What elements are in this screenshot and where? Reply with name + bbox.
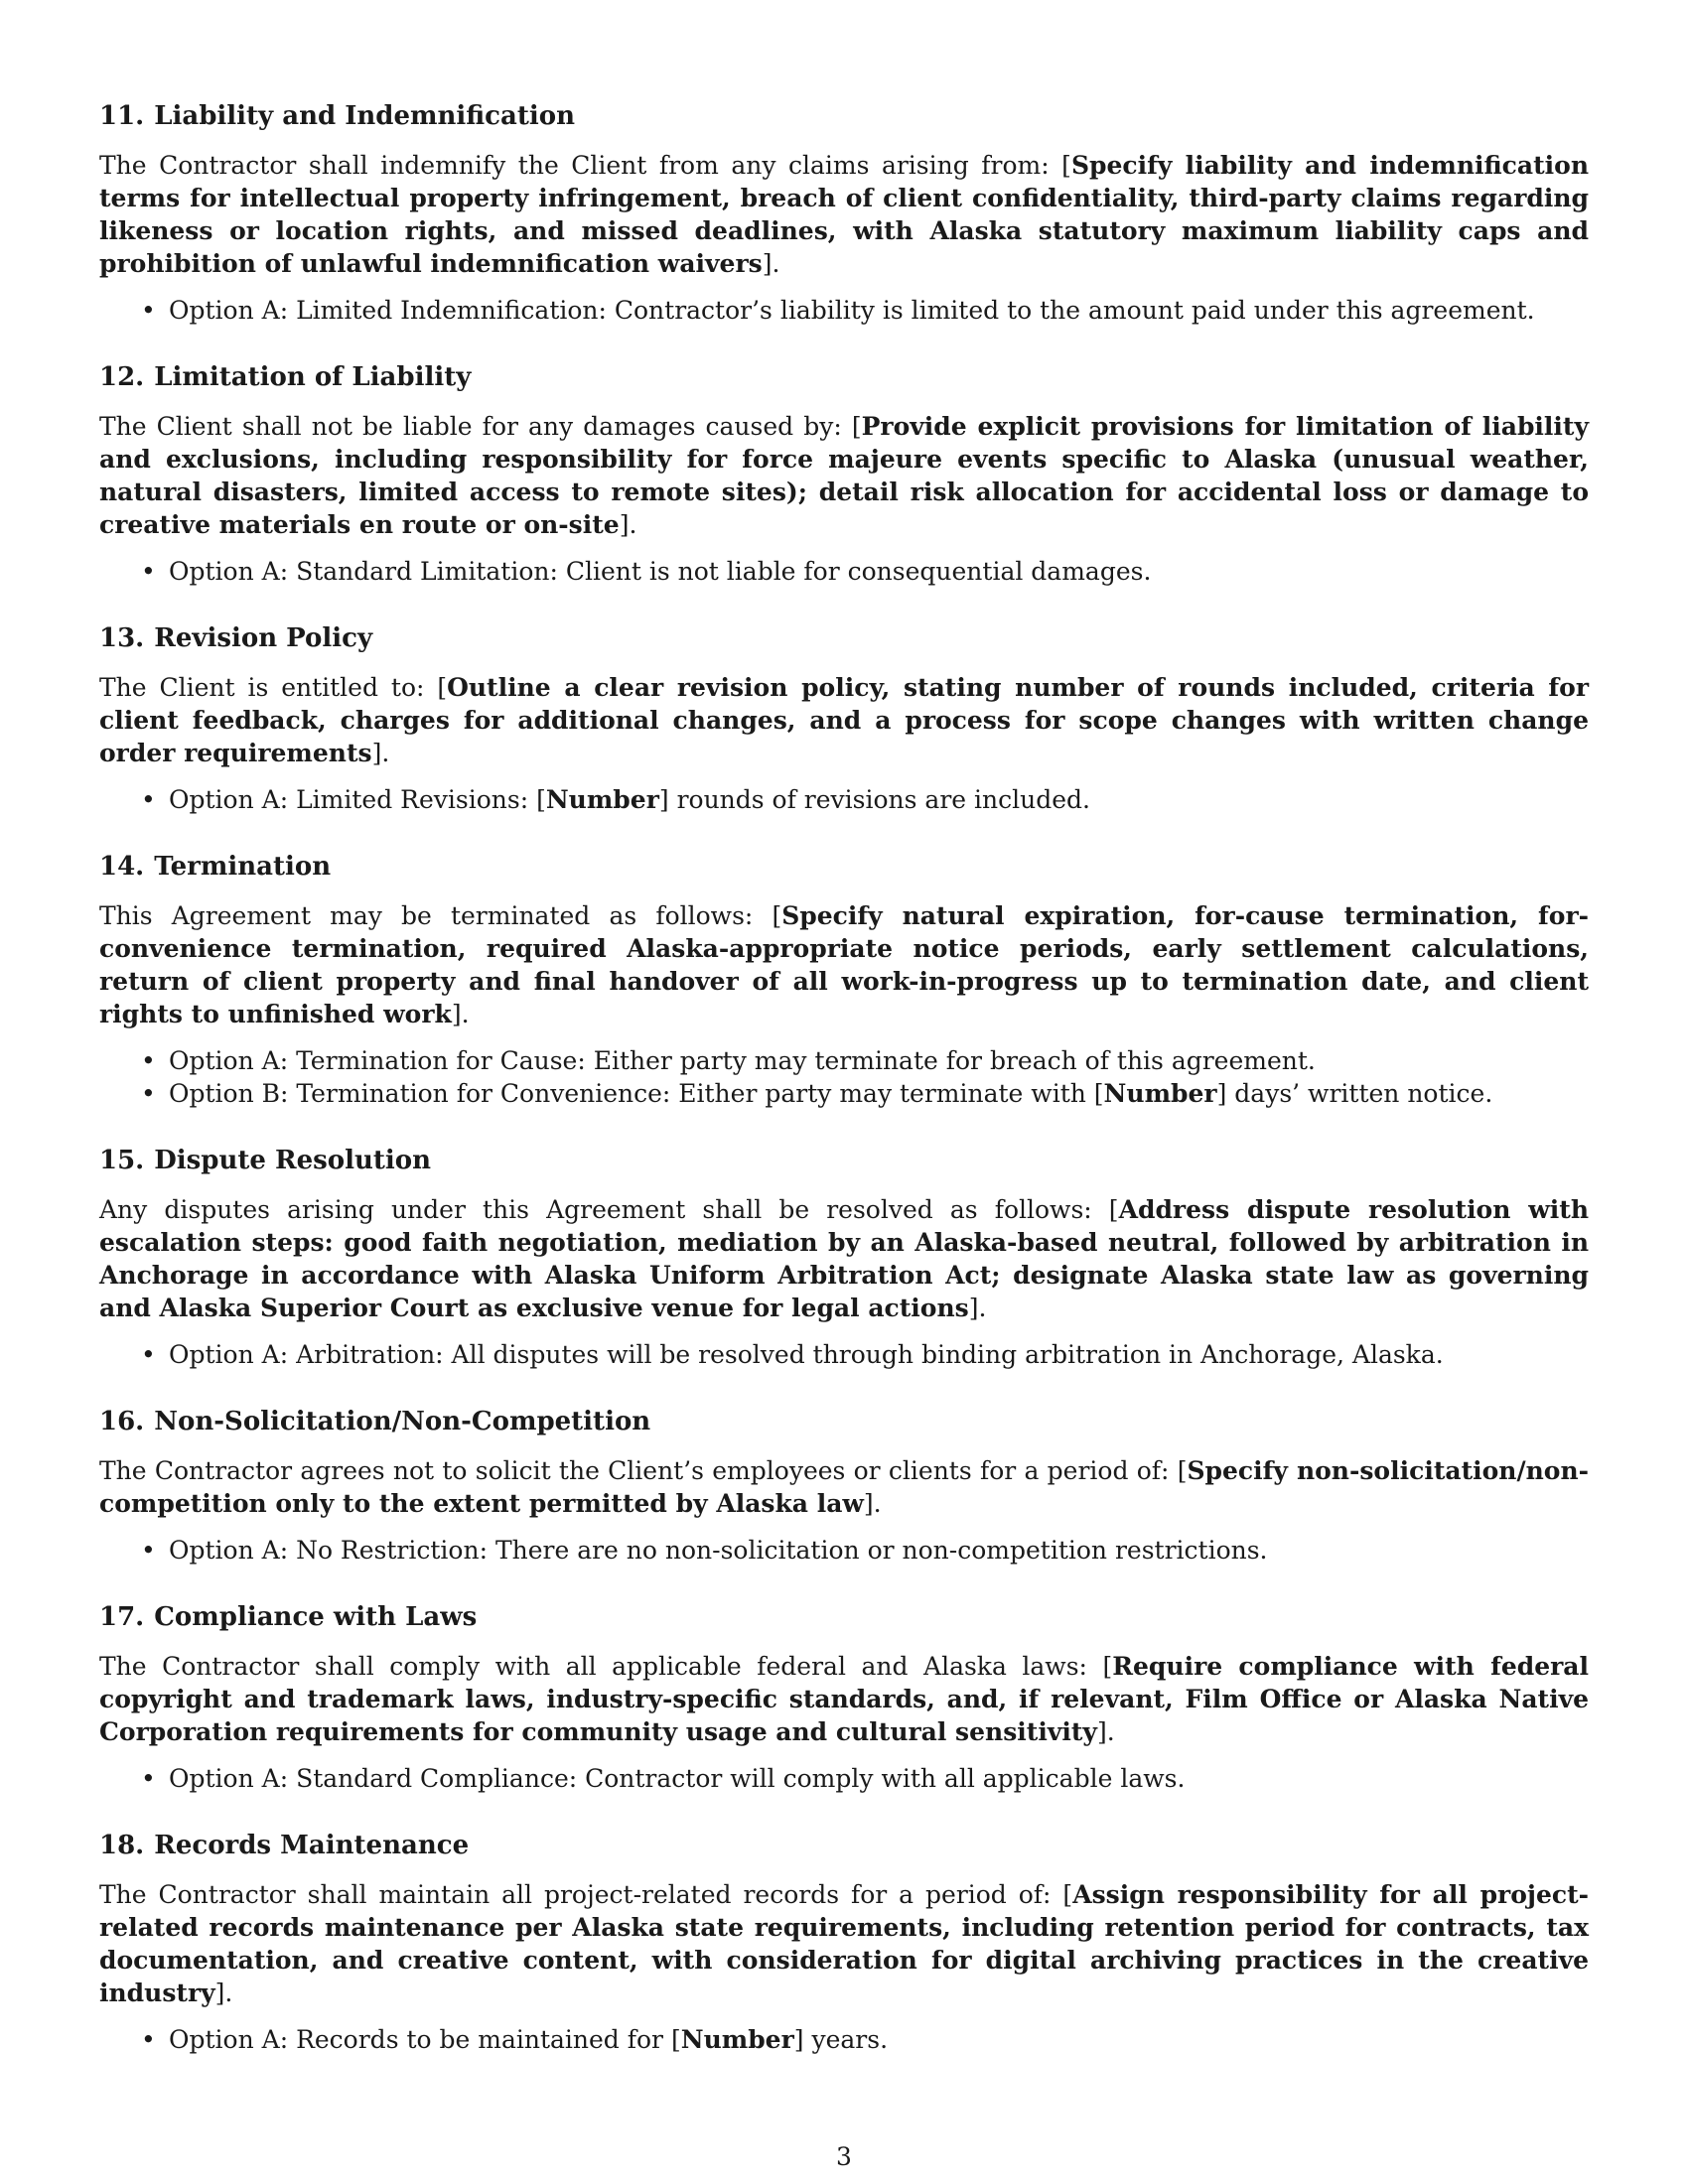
number-placeholder: Number xyxy=(545,785,659,814)
body-lead: The Contractor shall comply with all applicable federal and Alaska laws: [ xyxy=(99,1652,1113,1681)
section-heading xyxy=(99,360,1589,394)
section-number: 13. xyxy=(99,623,145,653)
body-lead: The Contractor shall indemnify the Client from any claims arising from: [ xyxy=(99,151,1071,180)
section-heading xyxy=(99,1600,1589,1634)
option-item: • Option A: Standard Limitation: Client is not liable for consequential damages. xyxy=(169,555,1589,588)
section-title: Limitation of Liability xyxy=(154,362,472,392)
section-number: 16. xyxy=(99,1407,145,1436)
section-title: Non-Solicitation/Non-Competition xyxy=(154,1407,651,1436)
section-number: 11. xyxy=(99,101,145,131)
options-list xyxy=(99,1338,1589,1371)
page-number: 3 xyxy=(836,2142,852,2171)
section-limitation-of-liability xyxy=(99,360,1589,588)
section-title: Compliance with Laws xyxy=(154,1602,478,1632)
option-item: • Option A: Standard Compliance: Contractor will comply with all applicable laws. xyxy=(169,1762,1589,1795)
section-heading xyxy=(99,1144,1589,1177)
placeholder-text: Require compliance with federal copyright and trademark laws, industry-specific standards, and, if relevant, Film Office or Alaska Native Corporation requirements for community usage and cultural sensitivity xyxy=(99,1652,1589,1746)
section-number: 18. xyxy=(99,1831,145,1860)
number-placeholder: Number xyxy=(1103,1079,1217,1108)
body-tail: ]. xyxy=(762,249,780,278)
placeholder-text: Specify natural expiration, for-cause termination, for-convenience termination, required Alaska-appropriate notice periods, early settlement calculations, return of client property and final handover of all work-in-progress up to termination date, and client rights to unfinished work xyxy=(99,901,1589,1028)
options-list xyxy=(99,294,1589,327)
body-lead: The Contractor shall maintain all project-related records for a period of: [ xyxy=(99,1880,1073,1909)
options-list xyxy=(99,783,1589,816)
body-tail: ]. xyxy=(214,1979,233,2007)
body-lead: The Contractor agrees not to solicit the Client’s employees or clients for a period of: [ xyxy=(99,1456,1188,1485)
options-list xyxy=(99,555,1589,588)
option-item: • Option A: No Restriction: There are no non-solicitation or non-competition restrictions. xyxy=(169,1534,1589,1567)
option-item: • Option A: Records to be maintained for [Number] years. xyxy=(169,2023,1589,2056)
section-body xyxy=(99,410,1589,541)
option-item: • Option A: Termination for Cause: Either party may terminate for breach of this agreement. xyxy=(169,1044,1589,1077)
section-non-solicitation xyxy=(99,1405,1589,1567)
placeholder-text: Address dispute resolution with escalation steps: good faith negotiation, mediation by an Alaska-based neutral, followed by arbitration in Anchorage in accordance with Alaska Uniform Arbitration Act; designate Alaska state law as governing and Alaska Superior Court as exclusive venue for legal actions xyxy=(99,1195,1590,1322)
number-placeholder: Number xyxy=(680,2025,794,2054)
placeholder-text: Specify liability and indemnification terms for intellectual property infringement, breach of client confidentiality, third-party claims regarding likeness or location rights, and missed deadlines, with Alaska statutory maximum liability caps and prohibition of unlawful indemnification waivers xyxy=(99,151,1589,278)
section-title: Dispute Resolution xyxy=(154,1146,432,1175)
section-liability-indemnification xyxy=(99,99,1589,327)
section-title: Termination xyxy=(154,852,332,882)
section-number: 15. xyxy=(99,1146,145,1175)
section-body xyxy=(99,1193,1589,1324)
section-body xyxy=(99,899,1589,1030)
section-body xyxy=(99,1454,1589,1520)
section-dispute-resolution xyxy=(99,1144,1589,1371)
section-heading xyxy=(99,850,1589,884)
placeholder-text: Provide explicit provisions for limitation of liability and exclusions, including responsibility for force majeure events specific to Alaska (unusual weather, natural disasters, limited access to remote sites); detail risk allocation for accidental loss or damage to creative materials en route or on-site xyxy=(99,412,1590,539)
section-heading xyxy=(99,1405,1589,1438)
section-heading xyxy=(99,621,1589,655)
option-item: • Option A: Arbitration: All disputes will be resolved through binding arbitration in Anchorage, Alaska. xyxy=(169,1338,1589,1371)
options-list xyxy=(99,1044,1589,1110)
option-item: • Option A: Limited Indemnification: Contractor’s liability is limited to the amount paid under this agreement. xyxy=(169,294,1589,327)
body-lead: The Client shall not be liable for any damages caused by: [ xyxy=(99,412,862,441)
section-title: Liability and Indemnification xyxy=(154,101,575,131)
section-body xyxy=(99,671,1589,769)
options-list xyxy=(99,1534,1589,1567)
section-records-maintenance xyxy=(99,1829,1589,2056)
section-number: 12. xyxy=(99,362,145,392)
options-list xyxy=(99,1762,1589,1795)
option-item: • Option B: Termination for Convenience: Either party may terminate with [Number] days’ written notice. xyxy=(169,1077,1589,1110)
section-number: 14. xyxy=(99,852,145,882)
section-number: 17. xyxy=(99,1602,145,1632)
placeholder-text: Outline a clear revision policy, stating number of rounds included, criteria for client feedback, charges for additional changes, and a process for scope changes with written change order requirements xyxy=(99,673,1590,767)
section-body xyxy=(99,1878,1589,2009)
option-item: • Option A: Limited Revisions: [Number] rounds of revisions are included. xyxy=(169,783,1589,816)
section-title: Revision Policy xyxy=(154,623,373,653)
section-title: Records Maintenance xyxy=(154,1831,470,1860)
section-compliance-with-laws xyxy=(99,1600,1589,1795)
body-lead: Any disputes arising under this Agreement shall be resolved as follows: [ xyxy=(99,1195,1119,1224)
section-body xyxy=(99,1650,1589,1748)
body-tail: ]. xyxy=(968,1294,987,1322)
body-tail: ]. xyxy=(863,1489,882,1518)
section-body xyxy=(99,149,1589,280)
body-lead: The Client is entitled to: [ xyxy=(99,673,448,702)
placeholder-text: Assign responsibility for all project-related records maintenance per Alaska state requirements, including retention period for contracts, tax documentation, and creative content, with consideration for digital archiving practices in the creative industry xyxy=(99,1880,1589,2007)
body-lead: This Agreement may be terminated as follows: [ xyxy=(99,901,782,930)
body-tail: ]. xyxy=(1096,1717,1115,1746)
section-termination xyxy=(99,850,1589,1110)
body-tail: ]. xyxy=(451,1000,470,1028)
section-revision-policy xyxy=(99,621,1589,816)
body-tail: ]. xyxy=(371,739,390,767)
placeholder-text: Specify non-solicitation/non-competition only to the extent permitted by Alaska law xyxy=(99,1456,1589,1518)
options-list xyxy=(99,2023,1589,2056)
section-heading xyxy=(99,99,1589,133)
section-heading xyxy=(99,1829,1589,1862)
document-page xyxy=(99,99,1589,2090)
body-tail: ]. xyxy=(619,510,637,539)
